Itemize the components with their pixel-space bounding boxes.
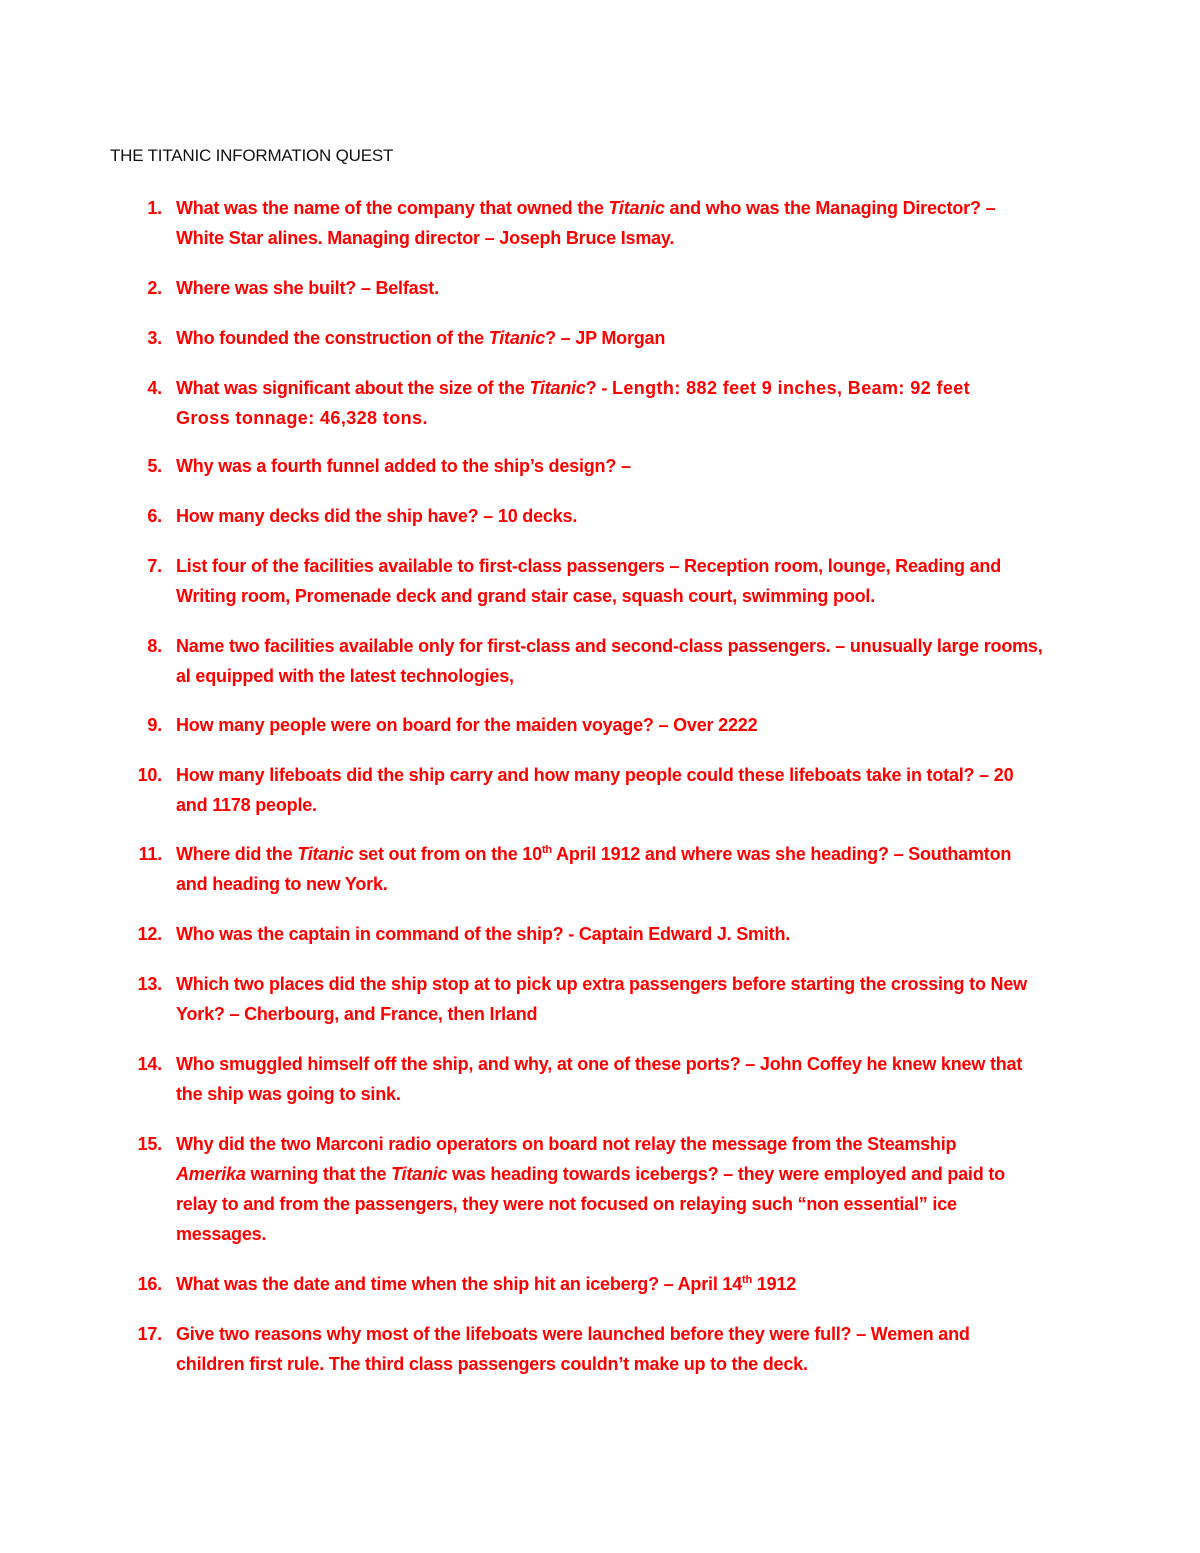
question-text <box>176 551 1100 611</box>
question-number: 17. <box>137 1324 162 1344</box>
question-line: Which two places did the ship stop at to pick up extra passengers before starting the crossing to New <box>176 974 1027 994</box>
question-text <box>176 839 1100 899</box>
question-line: Where was she built? – Belfast. <box>176 278 439 298</box>
question-number: 15. <box>137 1134 162 1154</box>
answer-line: and heading to new York. <box>176 874 388 894</box>
text-run: Who founded the construction of the <box>176 328 489 348</box>
document-title: THE TITANIC INFORMATION QUEST <box>110 146 394 165</box>
question-number: 3. <box>147 328 162 348</box>
question-number: 14. <box>137 1054 162 1074</box>
answer-line: Gross tonnage: 46,328 tons. <box>176 408 428 428</box>
text-run: What was significant about the size of the <box>176 378 530 398</box>
answer-line: York? – Cherbourg, and France, then Irland <box>176 1004 538 1024</box>
text-run: warning that the <box>245 1164 392 1184</box>
text-run: and who was the Managing Director? – <box>664 198 996 218</box>
ship-name-italic: Titanic <box>488 328 546 348</box>
question-line <box>176 193 1100 223</box>
ordinal-suffix: th <box>742 1274 753 1286</box>
question-line <box>176 323 1100 353</box>
question-line: How many lifeboats did the ship carry and how many people could these lifeboats take in total? – 20 <box>176 765 1014 785</box>
question-line: Why did the two Marconi radio operators on board not relay the message from the Steamship <box>176 1134 957 1154</box>
question-text <box>176 501 1100 531</box>
question-number: 8. <box>147 636 162 656</box>
question-line: Who smuggled himself off the ship, and why, at one of these ports? – John Coffey he knew knew that <box>176 1054 1023 1074</box>
question-number: 5. <box>147 456 162 476</box>
question-text <box>176 373 1100 433</box>
question-number: 2. <box>147 278 162 298</box>
answer-line: Writing room, Promenade deck and grand stair case, squash court, swimming pool. <box>176 586 876 606</box>
ship-name-italic: Titanic <box>391 1164 448 1184</box>
text-run: Length: 882 feet 9 inches, Beam: 92 feet <box>611 378 971 398</box>
text-run: What was the name of the company that owned the <box>176 198 609 218</box>
ship-name-italic: Amerika <box>176 1164 246 1184</box>
answer-line: White Star alines. Managing director – Joseph Bruce Ismay. <box>176 228 675 248</box>
text-run: April 1912 and where was she heading? – Southamton <box>551 844 1012 864</box>
question-line: List four of the facilities available to first-class passengers – Reception room, lounge, Reading and <box>176 556 1001 576</box>
question-text <box>176 919 1100 949</box>
question-line: Who was the captain in command of the ship? - Captain Edward J. Smith. <box>176 924 791 944</box>
question-number: 4. <box>147 378 162 398</box>
question-text <box>176 193 1100 253</box>
text-run: 1912 <box>752 1274 797 1294</box>
question-text <box>176 1319 1100 1379</box>
question-number: 9. <box>147 715 162 735</box>
question-text <box>176 1129 1100 1249</box>
question-text <box>176 631 1100 691</box>
question-text <box>176 969 1100 1029</box>
answer-line: relay to and from the passengers, they were not focused on relaying such “non essential” ice <box>176 1194 957 1214</box>
question-text <box>176 1049 1100 1109</box>
answer-line: and 1178 people. <box>176 795 317 815</box>
question-number: 10. <box>137 765 162 785</box>
question-number: 13. <box>137 974 162 994</box>
ordinal-suffix: th <box>541 844 552 856</box>
text-run: What was the date and time when the ship hit an iceberg? – April 14 <box>176 1274 743 1294</box>
answer-line: messages. <box>176 1224 267 1244</box>
ship-name-italic: Titanic <box>608 198 665 218</box>
question-number: 6. <box>147 506 162 526</box>
text-run: Where did the <box>176 844 298 864</box>
question-number: 7. <box>147 556 162 576</box>
question-text <box>176 273 1100 303</box>
question-text <box>176 710 1100 740</box>
ship-name-italic: Titanic <box>529 378 586 398</box>
text-run: set out from on the 10 <box>353 844 542 864</box>
question-number: 12. <box>137 924 162 944</box>
answer-line: the ship was going to sink. <box>176 1084 401 1104</box>
question-line <box>176 1269 1100 1299</box>
question-line <box>176 373 1100 403</box>
question-text <box>176 323 1100 353</box>
question-text <box>176 760 1100 820</box>
question-text <box>176 451 1100 481</box>
question-number: 11. <box>138 844 162 864</box>
question-number: 1. <box>147 198 162 218</box>
ship-name-italic: Titanic <box>297 844 354 864</box>
question-line: How many people were on board for the maiden voyage? – Over 2222 <box>176 715 758 735</box>
question-line <box>176 839 1100 869</box>
question-line <box>176 1159 1100 1189</box>
question-line: Give two reasons why most of the lifeboats were launched before they were full? – Wemen and <box>176 1324 970 1344</box>
text-run: ? – JP Morgan <box>545 328 666 348</box>
answer-line: al equipped with the latest technologies, <box>176 666 514 686</box>
question-line: How many decks did the ship have? – 10 decks. <box>176 506 578 526</box>
text-run: ? - <box>585 378 612 398</box>
question-text <box>176 1269 1100 1299</box>
question-line: Why was a fourth funnel added to the ship’s design? – <box>176 456 631 476</box>
question-number: 16. <box>137 1274 162 1294</box>
text-run: was heading towards icebergs? – they were employed and paid to <box>447 1164 1005 1184</box>
answer-line: children first rule. The third class passengers couldn’t make up to the deck. <box>176 1354 808 1374</box>
question-line: Name two facilities available only for first-class and second-class passengers. – unusually large rooms, <box>176 636 1043 656</box>
